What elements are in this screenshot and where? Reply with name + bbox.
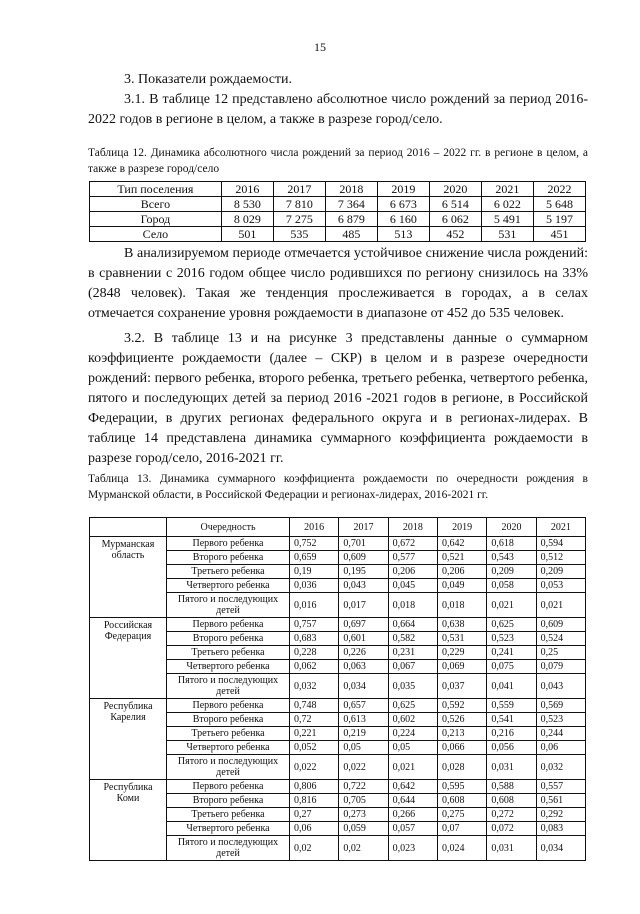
table-cell: 6 673: [377, 197, 429, 212]
table-cell: 0,672: [388, 537, 437, 551]
birth-order-cell: Пятого и последующих детей: [167, 674, 290, 699]
table-row: [90, 780, 586, 794]
table-cell: 0,244: [536, 727, 585, 741]
table-cell: 0,705: [339, 794, 388, 808]
table-cell: 0,609: [339, 551, 388, 565]
table-cell: 7 364: [325, 197, 377, 212]
table-cell: 0,273: [339, 808, 388, 822]
table-cell: 0,752: [290, 537, 339, 551]
table-cell: 0,72: [290, 713, 339, 727]
table13-header-cell: 2019: [437, 518, 486, 537]
table-cell: 0,083: [536, 822, 585, 836]
table-cell: 513: [377, 227, 429, 242]
table-cell: 0,056: [487, 741, 536, 755]
table-cell: 0,569: [536, 699, 585, 713]
table-cell: 7 810: [273, 197, 325, 212]
table-cell: 0,041: [487, 674, 536, 699]
table-cell: 0,045: [388, 579, 437, 593]
table-cell: 0,043: [536, 674, 585, 699]
table-cell: 0,601: [339, 632, 388, 646]
table-cell: Село: [90, 227, 222, 242]
table-cell: 0,292: [536, 808, 585, 822]
table-cell: 0,625: [388, 699, 437, 713]
table-cell: 0,07: [437, 822, 486, 836]
table-cell: 0,229: [437, 646, 486, 660]
table-cell: 0,034: [339, 674, 388, 699]
table13-header-cell: 2017: [339, 518, 388, 537]
birth-order-cell: Пятого и последующих детей: [167, 755, 290, 780]
table-cell: 0,067: [388, 660, 437, 674]
table-cell: 0,036: [290, 579, 339, 593]
table-cell: 501: [221, 227, 273, 242]
table-cell: 0,608: [487, 794, 536, 808]
table-cell: 531: [481, 227, 533, 242]
table-cell: 0,069: [437, 660, 486, 674]
region-cell: Мурманская область: [90, 537, 167, 618]
table-13: [89, 517, 586, 861]
birth-order-cell: Второго ребенка: [167, 713, 290, 727]
table-cell: Город: [90, 212, 222, 227]
table-cell: 0,062: [290, 660, 339, 674]
table-cell: 0,022: [290, 755, 339, 780]
table-cell: 0,216: [487, 727, 536, 741]
table-cell: 0,221: [290, 727, 339, 741]
birth-order-cell: Пятого и последующих детей: [167, 836, 290, 861]
table-cell: 5 491: [481, 212, 533, 227]
section-heading: 3. Показатели рождаемости.: [124, 72, 293, 87]
table-cell: 0,016: [290, 593, 339, 618]
table-cell: 0,241: [487, 646, 536, 660]
birth-order-cell: Первого ребенка: [167, 780, 290, 794]
paragraph-3-2: 3.2. В таблице 13 и на рисунке 3 представлены данные о суммарном коэффициенте рождаемости (далее – СКР) в целом и в разрезе очередности рождений: первого ребенка, второго ребенка, третьего ребенка, четвертого ребенка, пятого и последующих детей за период 2016 -2021 годов в регионе, в Российской Федерации, в других регионах федерального округа и в регионах-лидерах. В таблице 14 представлена динамика суммарного коэффициента рождаемости в разрезе город/село, 2016-2021 гг.: [88, 331, 588, 466]
table12-header-cell: 2022: [533, 182, 585, 197]
table-cell: 0,275: [437, 808, 486, 822]
table-cell: 0,053: [536, 579, 585, 593]
table13-header-cell: 2018: [388, 518, 437, 537]
table-cell: 0,066: [437, 741, 486, 755]
table13-header-row: [90, 518, 586, 537]
table-cell: 0,757: [290, 618, 339, 632]
birth-order-cell: Четвертого ребенка: [167, 579, 290, 593]
table-cell: 0,058: [487, 579, 536, 593]
table-cell: 0,079: [536, 660, 585, 674]
table-cell: 0,577: [388, 551, 437, 565]
table-cell: 0,697: [339, 618, 388, 632]
table-cell: 0,034: [536, 836, 585, 861]
table-row: [90, 699, 586, 713]
table-cell: 5 197: [533, 212, 585, 227]
table-cell: 0,231: [388, 646, 437, 660]
birth-order-cell: Четвертого ребенка: [167, 660, 290, 674]
table-cell: 0,531: [437, 632, 486, 646]
table-cell: 0,592: [437, 699, 486, 713]
table-cell: 0,05: [339, 741, 388, 755]
table-cell: 0,035: [388, 674, 437, 699]
table-12: [89, 181, 586, 242]
birth-order-cell: Четвертого ребенка: [167, 741, 290, 755]
table-cell: 0,659: [290, 551, 339, 565]
table-cell: 0,219: [339, 727, 388, 741]
table-cell: 0,05: [388, 741, 437, 755]
table-cell: 0,816: [290, 794, 339, 808]
birth-order-cell: Первого ребенка: [167, 537, 290, 551]
birth-order-cell: Второго ребенка: [167, 794, 290, 808]
table-cell: 0,043: [339, 579, 388, 593]
table-cell: 0,594: [536, 537, 585, 551]
table-cell: 0,018: [388, 593, 437, 618]
table-cell: 0,266: [388, 808, 437, 822]
table-cell: 0,209: [536, 565, 585, 579]
table-cell: 0,063: [339, 660, 388, 674]
table12-header-cell: 2018: [325, 182, 377, 197]
birth-order-cell: Первого ребенка: [167, 618, 290, 632]
table-cell: 535: [273, 227, 325, 242]
table12-header-cell: 2020: [429, 182, 481, 197]
table-cell: 0,722: [339, 780, 388, 794]
table12-header-cell: 2021: [481, 182, 533, 197]
table-cell: 0,25: [536, 646, 585, 660]
table-cell: 0,523: [536, 713, 585, 727]
table-cell: 6 879: [325, 212, 377, 227]
table-cell: 0,748: [290, 699, 339, 713]
table-cell: 0,057: [388, 822, 437, 836]
table-cell: 5 648: [533, 197, 585, 212]
table-cell: 0,075: [487, 660, 536, 674]
table13-header-cell: 2020: [487, 518, 536, 537]
table-cell: 0,523: [487, 632, 536, 646]
table-cell: 0,02: [339, 836, 388, 861]
table-cell: 0,037: [437, 674, 486, 699]
birth-order-cell: Третьего ребенка: [167, 808, 290, 822]
table-cell: 0,609: [536, 618, 585, 632]
table-cell: 0,072: [487, 822, 536, 836]
table-cell: 0,059: [339, 822, 388, 836]
table-cell: 0,27: [290, 808, 339, 822]
table12-header-cell: 2019: [377, 182, 429, 197]
table-cell: 0,024: [437, 836, 486, 861]
table-cell: 0,224: [388, 727, 437, 741]
table-cell: 0,031: [487, 836, 536, 861]
table-cell: 0,664: [388, 618, 437, 632]
table-cell: 0,561: [536, 794, 585, 808]
table-cell: 6 062: [429, 212, 481, 227]
table-cell: 0,557: [536, 780, 585, 794]
table13-caption: Таблица 13. Динамика суммарного коэффициента рождаемости по очередности рождения в Мурманской области, в Российской Федерации и регионах-лидерах, 2016-2021 гг.: [88, 473, 588, 501]
table-cell: 0,642: [437, 537, 486, 551]
table-cell: 0,022: [339, 755, 388, 780]
table-cell: 0,052: [290, 741, 339, 755]
region-cell: Российская Федерация: [90, 618, 167, 699]
table-cell: 0,625: [487, 618, 536, 632]
birth-order-cell: Четвертого ребенка: [167, 822, 290, 836]
table-cell: 0,559: [487, 699, 536, 713]
table12-header-cell: 2016: [221, 182, 273, 197]
table-cell: 0,032: [536, 755, 585, 780]
table-cell: 0,021: [388, 755, 437, 780]
table-cell: 0,638: [437, 618, 486, 632]
table-cell: 6 514: [429, 197, 481, 212]
table-cell: 0,06: [290, 822, 339, 836]
table-cell: 0,701: [339, 537, 388, 551]
table-cell: 0,582: [388, 632, 437, 646]
table-cell: 0,642: [388, 780, 437, 794]
table-cell: 0,595: [437, 780, 486, 794]
table-cell: 0,657: [339, 699, 388, 713]
region-cell: Республика Карелия: [90, 699, 167, 780]
table-cell: 451: [533, 227, 585, 242]
table-cell: 0,683: [290, 632, 339, 646]
table-cell: 0,021: [536, 593, 585, 618]
birth-order-cell: Пятого и последующих детей: [167, 593, 290, 618]
birth-order-cell: Первого ребенка: [167, 699, 290, 713]
table-cell: 0,032: [290, 674, 339, 699]
table-cell: 0,02: [290, 836, 339, 861]
table-cell: 0,213: [437, 727, 486, 741]
table12-caption: Таблица 12. Динамика абсолютного числа рождений за период 2016 – 2022 гг. в регионе в целом, а также в разрезе город/село: [88, 147, 588, 175]
table-cell: 0,226: [339, 646, 388, 660]
table-cell: 8 029: [221, 212, 273, 227]
page-number: 15: [314, 40, 326, 54]
birth-order-cell: Третьего ребенка: [167, 727, 290, 741]
table-cell: 0,206: [388, 565, 437, 579]
table-cell: 0,512: [536, 551, 585, 565]
table-cell: 0,806: [290, 780, 339, 794]
table13-header-cell: 2016: [290, 518, 339, 537]
region-cell: Республика Коми: [90, 780, 167, 861]
table-cell: Всего: [90, 197, 222, 212]
table-cell: 0,524: [536, 632, 585, 646]
paragraph-3-1: 3.1. В таблице 12 представлено абсолютное число рождений за период 2016-2022 годов в регионе в целом, а также в разрезе город/село.: [88, 92, 588, 127]
table-cell: 0,021: [487, 593, 536, 618]
table-cell: 0,209: [487, 565, 536, 579]
birth-order-cell: Второго ребенка: [167, 551, 290, 565]
table-row: [90, 618, 586, 632]
table-row: [90, 197, 586, 212]
birth-order-cell: Третьего ребенка: [167, 565, 290, 579]
table-cell: 0,272: [487, 808, 536, 822]
table-cell: 0,526: [437, 713, 486, 727]
table-cell: 0,543: [487, 551, 536, 565]
table-cell: 0,613: [339, 713, 388, 727]
table-cell: 0,602: [388, 713, 437, 727]
table-cell: 0,06: [536, 741, 585, 755]
paragraph-analysis: В анализируемом периоде отмечается устойчивое снижение числа рождений: в сравнении с 2016 годом общее число родившихся по региону снизилось на 33% (2848 человек). Такая же тенденция прослеживается в городах, а в селах отмечается сохранение уровня рождаемости в диапазоне от 452 до 535 человек.: [88, 246, 588, 321]
table-cell: 0,049: [437, 579, 486, 593]
table-cell: 0,195: [339, 565, 388, 579]
birth-order-cell: Второго ребенка: [167, 632, 290, 646]
table-cell: 485: [325, 227, 377, 242]
table-cell: 0,618: [487, 537, 536, 551]
table-cell: 0,017: [339, 593, 388, 618]
table-row: [90, 212, 586, 227]
table-cell: 0,028: [437, 755, 486, 780]
table-cell: 6 022: [481, 197, 533, 212]
table13-header-cell: Очередность: [167, 518, 290, 537]
table-cell: 0,19: [290, 565, 339, 579]
table12-header-row: [90, 182, 586, 197]
table12-header-cell: 2017: [273, 182, 325, 197]
table-cell: 0,521: [437, 551, 486, 565]
table-cell: 0,541: [487, 713, 536, 727]
table-cell: 0,608: [437, 794, 486, 808]
table-cell: 0,588: [487, 780, 536, 794]
table12-header-cell: Тип поселения: [90, 182, 222, 197]
table-cell: 6 160: [377, 212, 429, 227]
table-row: [90, 227, 586, 242]
table-cell: 0,206: [437, 565, 486, 579]
table-cell: 0,018: [437, 593, 486, 618]
table-cell: 0,031: [487, 755, 536, 780]
birth-order-cell: Третьего ребенка: [167, 646, 290, 660]
table-cell: 0,644: [388, 794, 437, 808]
table-cell: 0,228: [290, 646, 339, 660]
table-cell: 7 275: [273, 212, 325, 227]
table-cell: 0,023: [388, 836, 437, 861]
table-cell: 452: [429, 227, 481, 242]
table-row: [90, 537, 586, 551]
table-cell: 8 530: [221, 197, 273, 212]
table13-header-cell: 2021: [536, 518, 585, 537]
table13-header-cell: [90, 518, 167, 537]
